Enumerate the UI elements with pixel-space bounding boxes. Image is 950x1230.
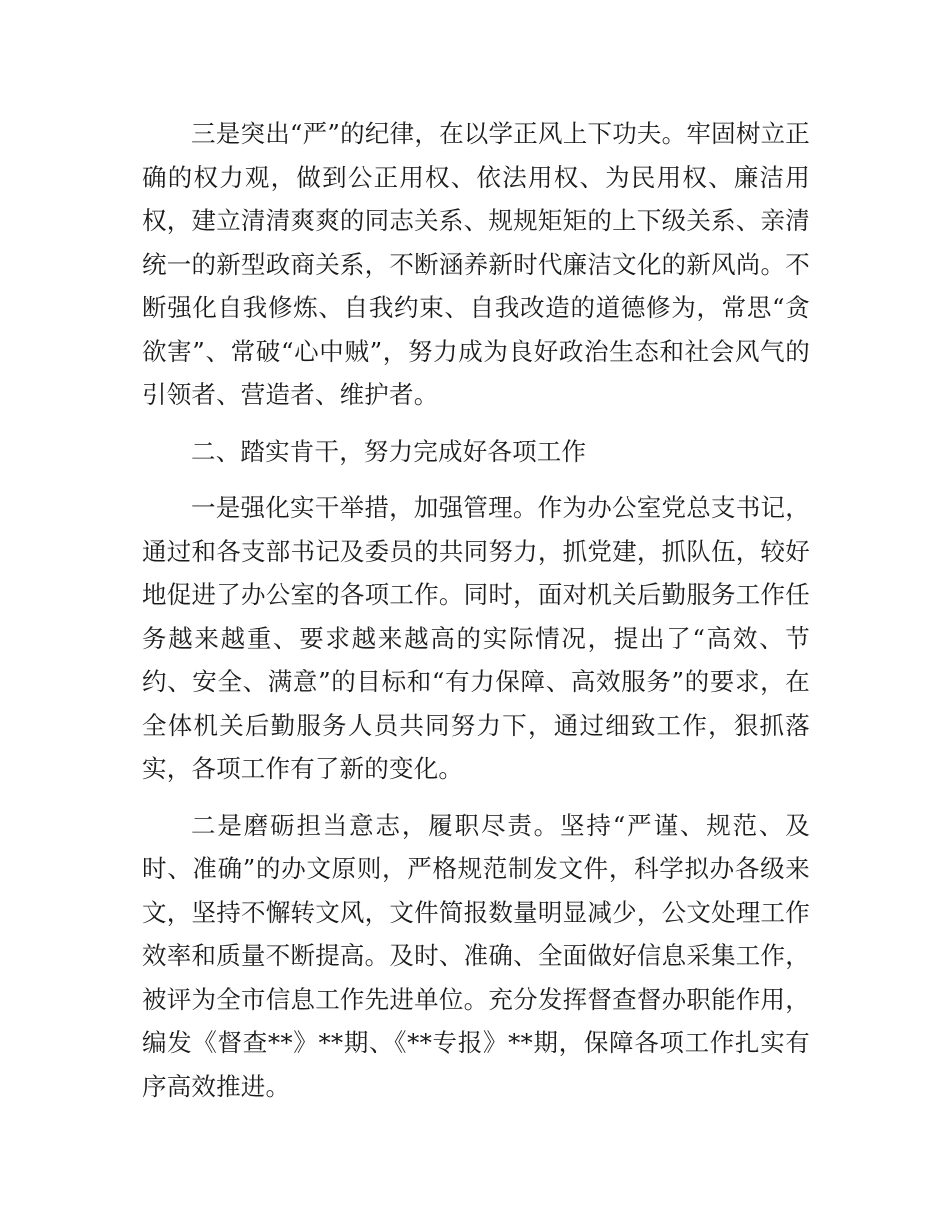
paragraph-discipline: 三是突出“严”的纪律，在以学正风上下功夫。牢固树立正确的权力观，做到公正用权、依法用权、为民用权、廉洁用权，建立清清爽爽的同志关系、规规矩矩的上下级关系、亲清统一的新型政商关系，不断涵养新时代廉洁文化的新风尚。不断强化自我修炼、自我约束、自我改造的道德修为，常思“贪欲害”、常破“心中贼”，努力成为良好政治生态和社会风气的引领者、营造者、维护者。 xyxy=(142,119,810,409)
document-body xyxy=(142,112,810,1121)
paragraph-responsibility: 二是磨砺担当意志，履职尽责。坚持“严谨、规范、及时、准确”的办文原则，严格规范制发文件，科学拟办各级来文，坚持不懈转文风，文件简报数量明显减少，公文处理工作效率和质量不断提高。及时、准确、全面做好信息采集工作，被评为全市信息工作先进单位。充分发挥督查督办职能作用，编发《督查**》**期、《**专报》**期，保障各项工作扎实有序高效推进。 xyxy=(142,810,810,1101)
paragraph-management: 一是强化实干举措，加强管理。作为办公室党总支书记，通过和各支部书记及委员的共同努力，抓党建，抓队伍，较好地促进了办公室的各项工作。同时，面对机关后勤服务工作任务越来越重、要求越来越高的实际情况，提出了“高效、节约、安全、满意”的目标和“有力保障、高效服务”的要求，在全体机关后勤服务人员共同努力下，通过细致工作，狠抓落实，各项工作有了新的变化。 xyxy=(142,493,810,783)
section-heading: 二、踏实肯干，努力完成好各项工作 xyxy=(191,436,587,466)
